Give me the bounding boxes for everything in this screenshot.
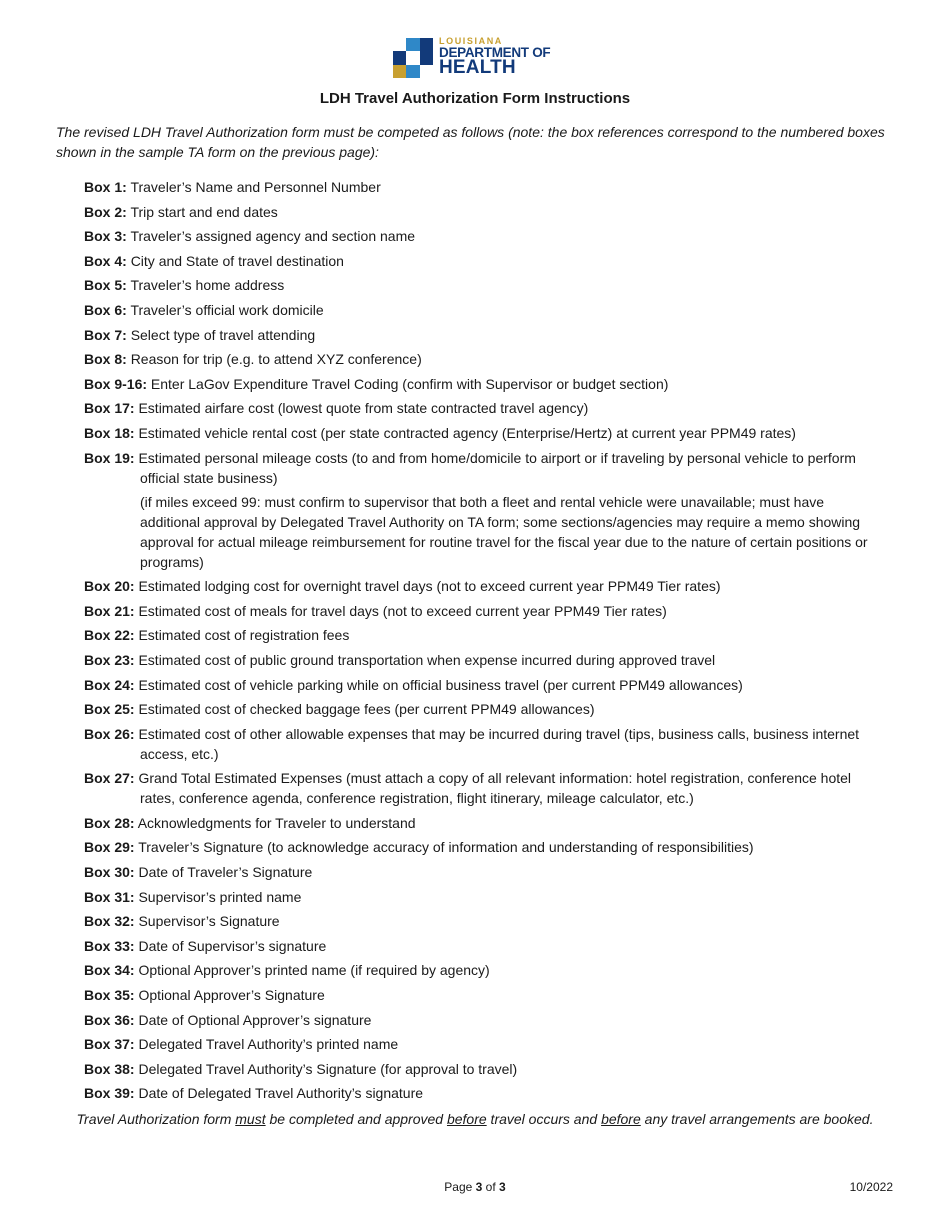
- box-note: (if miles exceed 99: must confirm to supervisor that both a fleet and rental vehicle were unavailable; must have additional approval by Delegated Travel Authority on TA form; some sections/agencies may require a memo showing approval for actual mileage reimbursement for routine travel for the fiscal year due to the nature of certain positions or programs): [140, 493, 868, 570]
- box-description: City and State of travel destination: [130, 252, 344, 269]
- box-description: Trip start and end dates: [130, 203, 278, 220]
- box-description: Estimated personal mileage costs (to and from home/domicile to airport or if traveling by personal vehicle to perform official state business): [138, 449, 856, 486]
- box-description: Estimated cost of public ground transportation when expense incurred during approved travel: [138, 651, 716, 668]
- box-label: Box 19:: [84, 449, 135, 466]
- box-label: Box 5:: [84, 277, 127, 294]
- box-instruction-item: [84, 1083, 884, 1103]
- box-label: Box 6:: [84, 301, 127, 318]
- box-label: Box 4:: [84, 252, 127, 269]
- box-instruction-item: [84, 675, 884, 695]
- box-label: Box 20:: [84, 578, 135, 595]
- box-description: Supervisor’s printed name: [138, 888, 302, 905]
- box-label: Box 7:: [84, 326, 127, 343]
- box-description: Estimated cost of other allowable expenses that may be incurred during travel (tips, business calls, business internet access, etc.): [138, 725, 860, 762]
- emphasis-before-1: before: [446, 1111, 487, 1127]
- box-instruction-item: [84, 576, 884, 596]
- box-label: Box 38:: [84, 1060, 135, 1077]
- box-description: Traveler’s Signature (to acknowledge accuracy of information and understanding of responsibilities): [138, 839, 754, 856]
- box-description: Estimated airfare cost (lowest quote from state contracted travel agency): [138, 400, 589, 417]
- box-instruction-item: [84, 398, 884, 418]
- box-label: Box 30:: [84, 864, 135, 881]
- box-instruction-item: [84, 226, 884, 246]
- box-label: Box 1:: [84, 179, 127, 195]
- box-label: Box 39:: [84, 1085, 135, 1102]
- box-instruction-item: [84, 1034, 884, 1054]
- box-instruction-item: [84, 300, 884, 320]
- box-label: Box 18:: [84, 424, 135, 441]
- box-instruction-item: [84, 911, 884, 931]
- box-instruction-item: [84, 251, 884, 271]
- box-instruction-item: [84, 936, 884, 956]
- box-instruction-item: [84, 601, 884, 621]
- box-instruction-item: [84, 177, 884, 197]
- box-instruction-item: [84, 202, 884, 222]
- emphasis-before-2: before: [601, 1111, 641, 1127]
- box-instruction-item: [84, 887, 884, 907]
- box-instruction-item: [84, 325, 884, 345]
- box-description: Estimated vehicle rental cost (per state contracted agency (Enterprise/Hertz) at current year PPM49 rates): [138, 424, 796, 441]
- box-description: Select type of travel attending: [130, 326, 316, 343]
- page-title: LDH Travel Authorization Form Instructions: [319, 90, 631, 107]
- emphasis-must: must: [235, 1111, 266, 1127]
- box-instruction-item: [84, 625, 884, 645]
- box-description: Date of Supervisor’s signature: [138, 937, 327, 954]
- box-label: Box 23:: [84, 651, 135, 668]
- box-description: Delegated Travel Authority’s printed name: [138, 1036, 399, 1053]
- box-label: Box 3:: [84, 228, 127, 245]
- box-instruction-item: [84, 448, 884, 572]
- box-description: Enter LaGov Expenditure Travel Coding (confirm with Supervisor or budget section): [150, 375, 669, 392]
- box-description: Date of Delegated Travel Authority’s signature: [138, 1085, 424, 1102]
- box-instruction-item: [84, 1010, 884, 1030]
- box-description: Traveler’s official work domicile: [130, 301, 324, 318]
- box-instruction-item: [84, 813, 884, 833]
- box-description: Reason for trip (e.g. to attend XYZ conference): [130, 351, 422, 368]
- box-label: Box 28:: [84, 814, 135, 831]
- box-label: Box 32:: [84, 913, 135, 930]
- box-description: Date of Traveler’s Signature: [138, 864, 313, 881]
- box-label: Box 29:: [84, 839, 135, 856]
- page-number: Page 3 of 3: [444, 1180, 506, 1194]
- box-description: Traveler’s assigned agency and section name: [130, 228, 416, 245]
- box-description: Grand Total Estimated Expenses (must attach a copy of all relevant information: hotel registration, conference hotel rates, conference agenda, conference registration, flight itinerary, mileage calculator, etc.): [138, 770, 852, 807]
- box-description: Traveler’s Name and Personnel Number: [130, 179, 381, 195]
- box-instruction-item: [84, 275, 884, 295]
- box-label: Box 31:: [84, 888, 135, 905]
- box-instruction-list: [84, 177, 884, 1108]
- box-label: Box 25:: [84, 701, 135, 718]
- box-instruction-item: [84, 1059, 884, 1079]
- box-label: Box 22:: [84, 627, 135, 644]
- box-label: Box 36:: [84, 1011, 135, 1028]
- box-instruction-item: [84, 650, 884, 670]
- box-label: Box 24:: [84, 676, 135, 693]
- box-instruction-item: [84, 349, 884, 369]
- box-instruction-item: [84, 768, 884, 808]
- box-label: Box 9-16:: [84, 375, 148, 392]
- box-instruction-item: [84, 837, 884, 857]
- box-label: Box 26:: [84, 725, 135, 742]
- closing-statement: Travel Authorization form must be completed and approved before travel occurs and before any travel arrangements are booked.: [76, 1111, 874, 1127]
- box-instruction-item: [84, 423, 884, 443]
- box-description: Estimated cost of checked baggage fees (per current PPM49 allowances): [138, 701, 595, 718]
- logo-state-text: LOUISIANA: [439, 36, 503, 46]
- box-instruction-item: [84, 960, 884, 980]
- box-instruction-item: [84, 862, 884, 882]
- box-label: Box 37:: [84, 1036, 135, 1053]
- box-instruction-item: [84, 374, 884, 394]
- intro-paragraph: The revised LDH Travel Authorization form must be competed as follows (note: the box references correspond to the numbered boxes shown in the sample TA form on the previous page):: [56, 124, 885, 160]
- box-description: Optional Approver’s printed name (if required by agency): [138, 962, 490, 979]
- box-instruction-item: [84, 985, 884, 1005]
- box-instruction-item: [84, 699, 884, 719]
- box-description: Estimated cost of vehicle parking while on official business travel (per current PPM49 allowances): [138, 676, 743, 693]
- box-description: Estimated lodging cost for overnight travel days (not to exceed current year PPM49 Tier rates): [138, 578, 721, 595]
- box-description: Date of Optional Approver’s signature: [138, 1011, 372, 1028]
- box-label: Box 35:: [84, 987, 135, 1004]
- box-description: Traveler’s home address: [130, 277, 285, 294]
- box-instruction-item: [84, 724, 884, 764]
- logo-dept-text: DEPARTMENT OF: [439, 45, 551, 60]
- box-label: Box 34:: [84, 962, 135, 979]
- box-label: Box 27:: [84, 770, 135, 787]
- box-description: Estimated cost of meals for travel days (not to exceed current year PPM49 Tier rates): [138, 602, 667, 619]
- box-description: Supervisor’s Signature: [138, 913, 280, 930]
- box-description: Estimated cost of registration fees: [138, 627, 350, 644]
- ldh-cross-icon: [393, 38, 433, 78]
- box-description: Optional Approver’s Signature: [138, 987, 325, 1004]
- box-description: Delegated Travel Authority’s Signature (for approval to travel): [138, 1060, 518, 1077]
- logo-health-text: HEALTH: [439, 57, 516, 78]
- box-description: Acknowledgments for Traveler to understand: [137, 814, 416, 831]
- box-label: Box 17:: [84, 400, 135, 417]
- revision-date: 10/2022: [849, 1180, 893, 1194]
- box-label: Box 33:: [84, 937, 135, 954]
- ldh-logo: [393, 36, 563, 80]
- box-label: Box 2:: [84, 203, 127, 220]
- box-label: Box 21:: [84, 602, 135, 619]
- box-label: Box 8:: [84, 351, 127, 368]
